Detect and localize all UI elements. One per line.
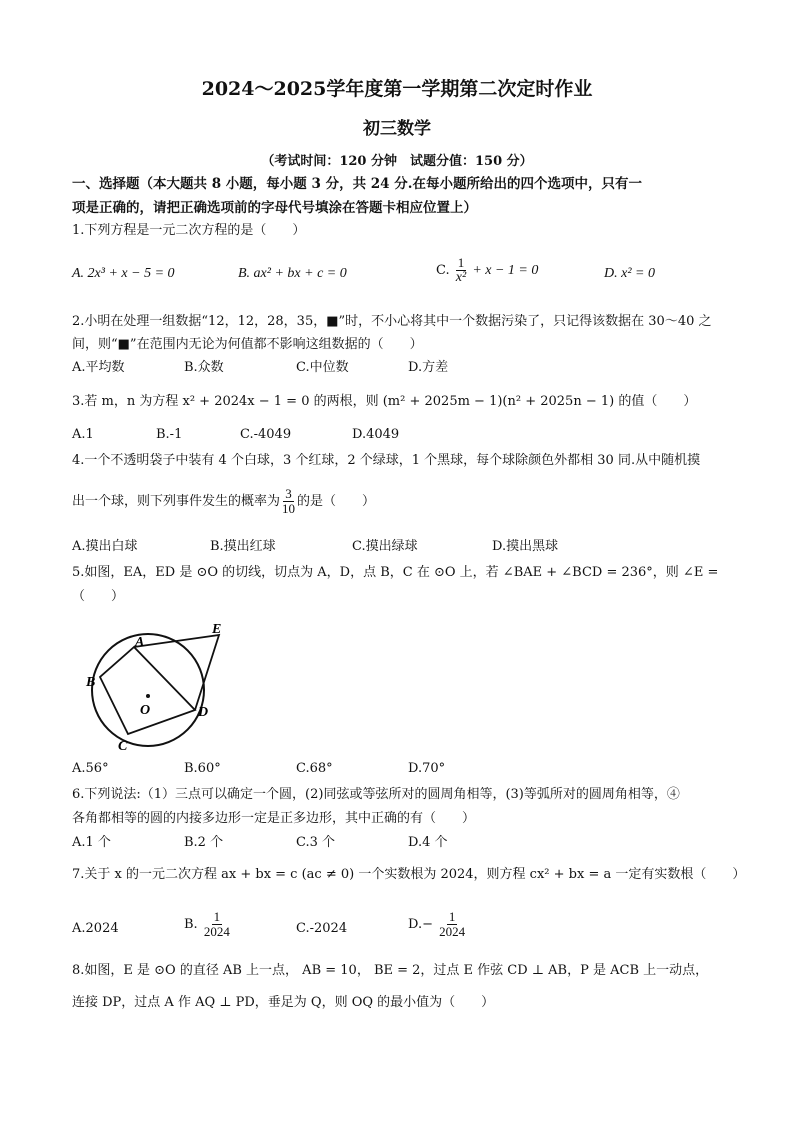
q5-line2: （ ） xyxy=(72,589,125,604)
q4-line1: 4.一个不透明袋子中装有 4 个白球，3 个红球，2 个绿球，1 个黑球，每个球除颜色外都相 30 同.从中随机摸 xyxy=(72,453,701,468)
q1-stem: 1.下列方程是一元二次方程的是（ ） xyxy=(72,223,306,238)
label-o: O xyxy=(140,703,151,718)
q6-line1: 6.下列说法:（1）三点可以确定一个圆，(2)同弦或等弦所对的圆周角相等，(3)等弧所对的圆周角相等，④ xyxy=(72,787,680,802)
q3-option-a: A.1 xyxy=(72,427,94,442)
label-c: C xyxy=(118,739,128,754)
label-b: B xyxy=(86,675,96,690)
tangent-lines xyxy=(134,635,219,710)
q6-option-b: B.2 个 xyxy=(184,835,224,850)
q6-option-a: A.1 个 xyxy=(72,835,111,850)
label-a: A xyxy=(135,635,145,650)
q5-option-d: D.70° xyxy=(408,761,446,776)
q5-option-a: A.56° xyxy=(72,761,109,776)
q5-option-b: B.60° xyxy=(184,761,221,776)
circle-o xyxy=(92,634,204,746)
q4-option-b: B.摸出红球 xyxy=(210,539,276,554)
q2-option-c: C.中位数 xyxy=(296,360,349,375)
label-d: D xyxy=(198,705,209,720)
q4-line2: 出一个球，则下列事件发生的概率为 $\frac{3}{10}$ 的是（ ） xyxy=(72,486,376,516)
q7-stem: 7.关于 x 的一元二次方程 ax + bx = c (ac ≠ 0) 一个实数根为 2024，则方程 cx² + bx = a 一定有实数根（ ） xyxy=(72,867,746,882)
q5-option-c: C.68° xyxy=(296,761,333,776)
q7-option-c: C.-2024 xyxy=(296,921,348,936)
q2-line2: 间，则“■”在范围内无论为何值都不影响这组数据的（ ） xyxy=(72,337,423,352)
q1-option-d: D. x² = 0 xyxy=(604,266,655,281)
q7-option-b: B. $\frac{1}{2024}$ xyxy=(184,909,230,939)
section-heading-line2: 项是正确的，请把正确选项前的字母代号填涂在答题卡相应位置上） xyxy=(72,200,477,216)
inscribed-quadrilateral xyxy=(100,647,195,734)
q1-option-a: A. 2x³ + x − 5 = 0 xyxy=(72,266,175,281)
q3-option-b: B.-1 xyxy=(156,427,183,442)
q1-option-c: C. $\frac{1}{\text{x²}}$ + x − 1 = 0 xyxy=(436,255,539,285)
q2-line1: 2.小明在处理一组数据“12，12，28，35，■”时，不小心将其中一个数据污染了，只记得该数据在 30～40 之 xyxy=(72,314,712,329)
q6-option-c: C.3 个 xyxy=(296,835,336,850)
center-point xyxy=(146,694,150,698)
section-heading-line1: 一、选择题（本大题共 8 小题，每小题 3 分，共 24 分.在每小题所给出的四个选项中，只有一 xyxy=(72,176,642,192)
q7-option-d: D.− $\frac{1}{2024}$ xyxy=(408,909,466,939)
label-e: E xyxy=(212,622,222,637)
q1-option-b: B. ax² + bx + c = 0 xyxy=(238,266,347,281)
exam-info: （考试时间：120 分钟 试题分值：150 分） xyxy=(261,154,533,169)
q5-line1: 5.如图，EA，ED 是 ⊙O 的切线，切点为 A，D，点 B，C 在 ⊙O 上，若 ∠BAE + ∠BCD = 236°，则 ∠E = xyxy=(72,565,719,580)
page-subtitle: 初三数学 xyxy=(363,119,431,139)
q4-option-d: D.摸出黑球 xyxy=(492,539,559,554)
q2-option-b: B.众数 xyxy=(184,360,224,375)
page-title: 2024～2025学年度第一学期第二次定时作业 xyxy=(201,78,593,100)
q4-option-c: C.摸出绿球 xyxy=(352,539,418,554)
q8-line1: 8.如图，E 是 ⊙O 的直径 AB 上一点， AB = 10， BE = 2，过点 E 作弦 CD ⊥ AB，P 是 ACB 上一动点， xyxy=(72,963,709,978)
q6-line2: 各角都相等的圆的内接多边形一定是正多边形，其中正确的有（ ） xyxy=(72,811,476,826)
q7-option-a: A.2024 xyxy=(72,921,119,936)
q6-option-d: D.4 个 xyxy=(408,835,448,850)
q2-option-d: D.方差 xyxy=(408,360,449,375)
q3-stem: 3.若 m，n 为方程 x² + 2024x − 1 = 0 的两根，则 (m² + 2025m − 1)(n² + 2025n − 1) 的值（ ） xyxy=(72,394,697,409)
q4-option-a: A.摸出白球 xyxy=(72,539,138,554)
q2-option-a: A.平均数 xyxy=(72,360,125,375)
q3-option-d: D.4049 xyxy=(352,427,400,442)
q8-line2: 连接 DP，过点 A 作 AQ ⊥ PD，垂足为 Q，则 OQ 的最小值为（ ） xyxy=(72,995,495,1010)
q3-option-c: C.-4049 xyxy=(240,427,292,442)
q5-figure xyxy=(80,620,240,760)
